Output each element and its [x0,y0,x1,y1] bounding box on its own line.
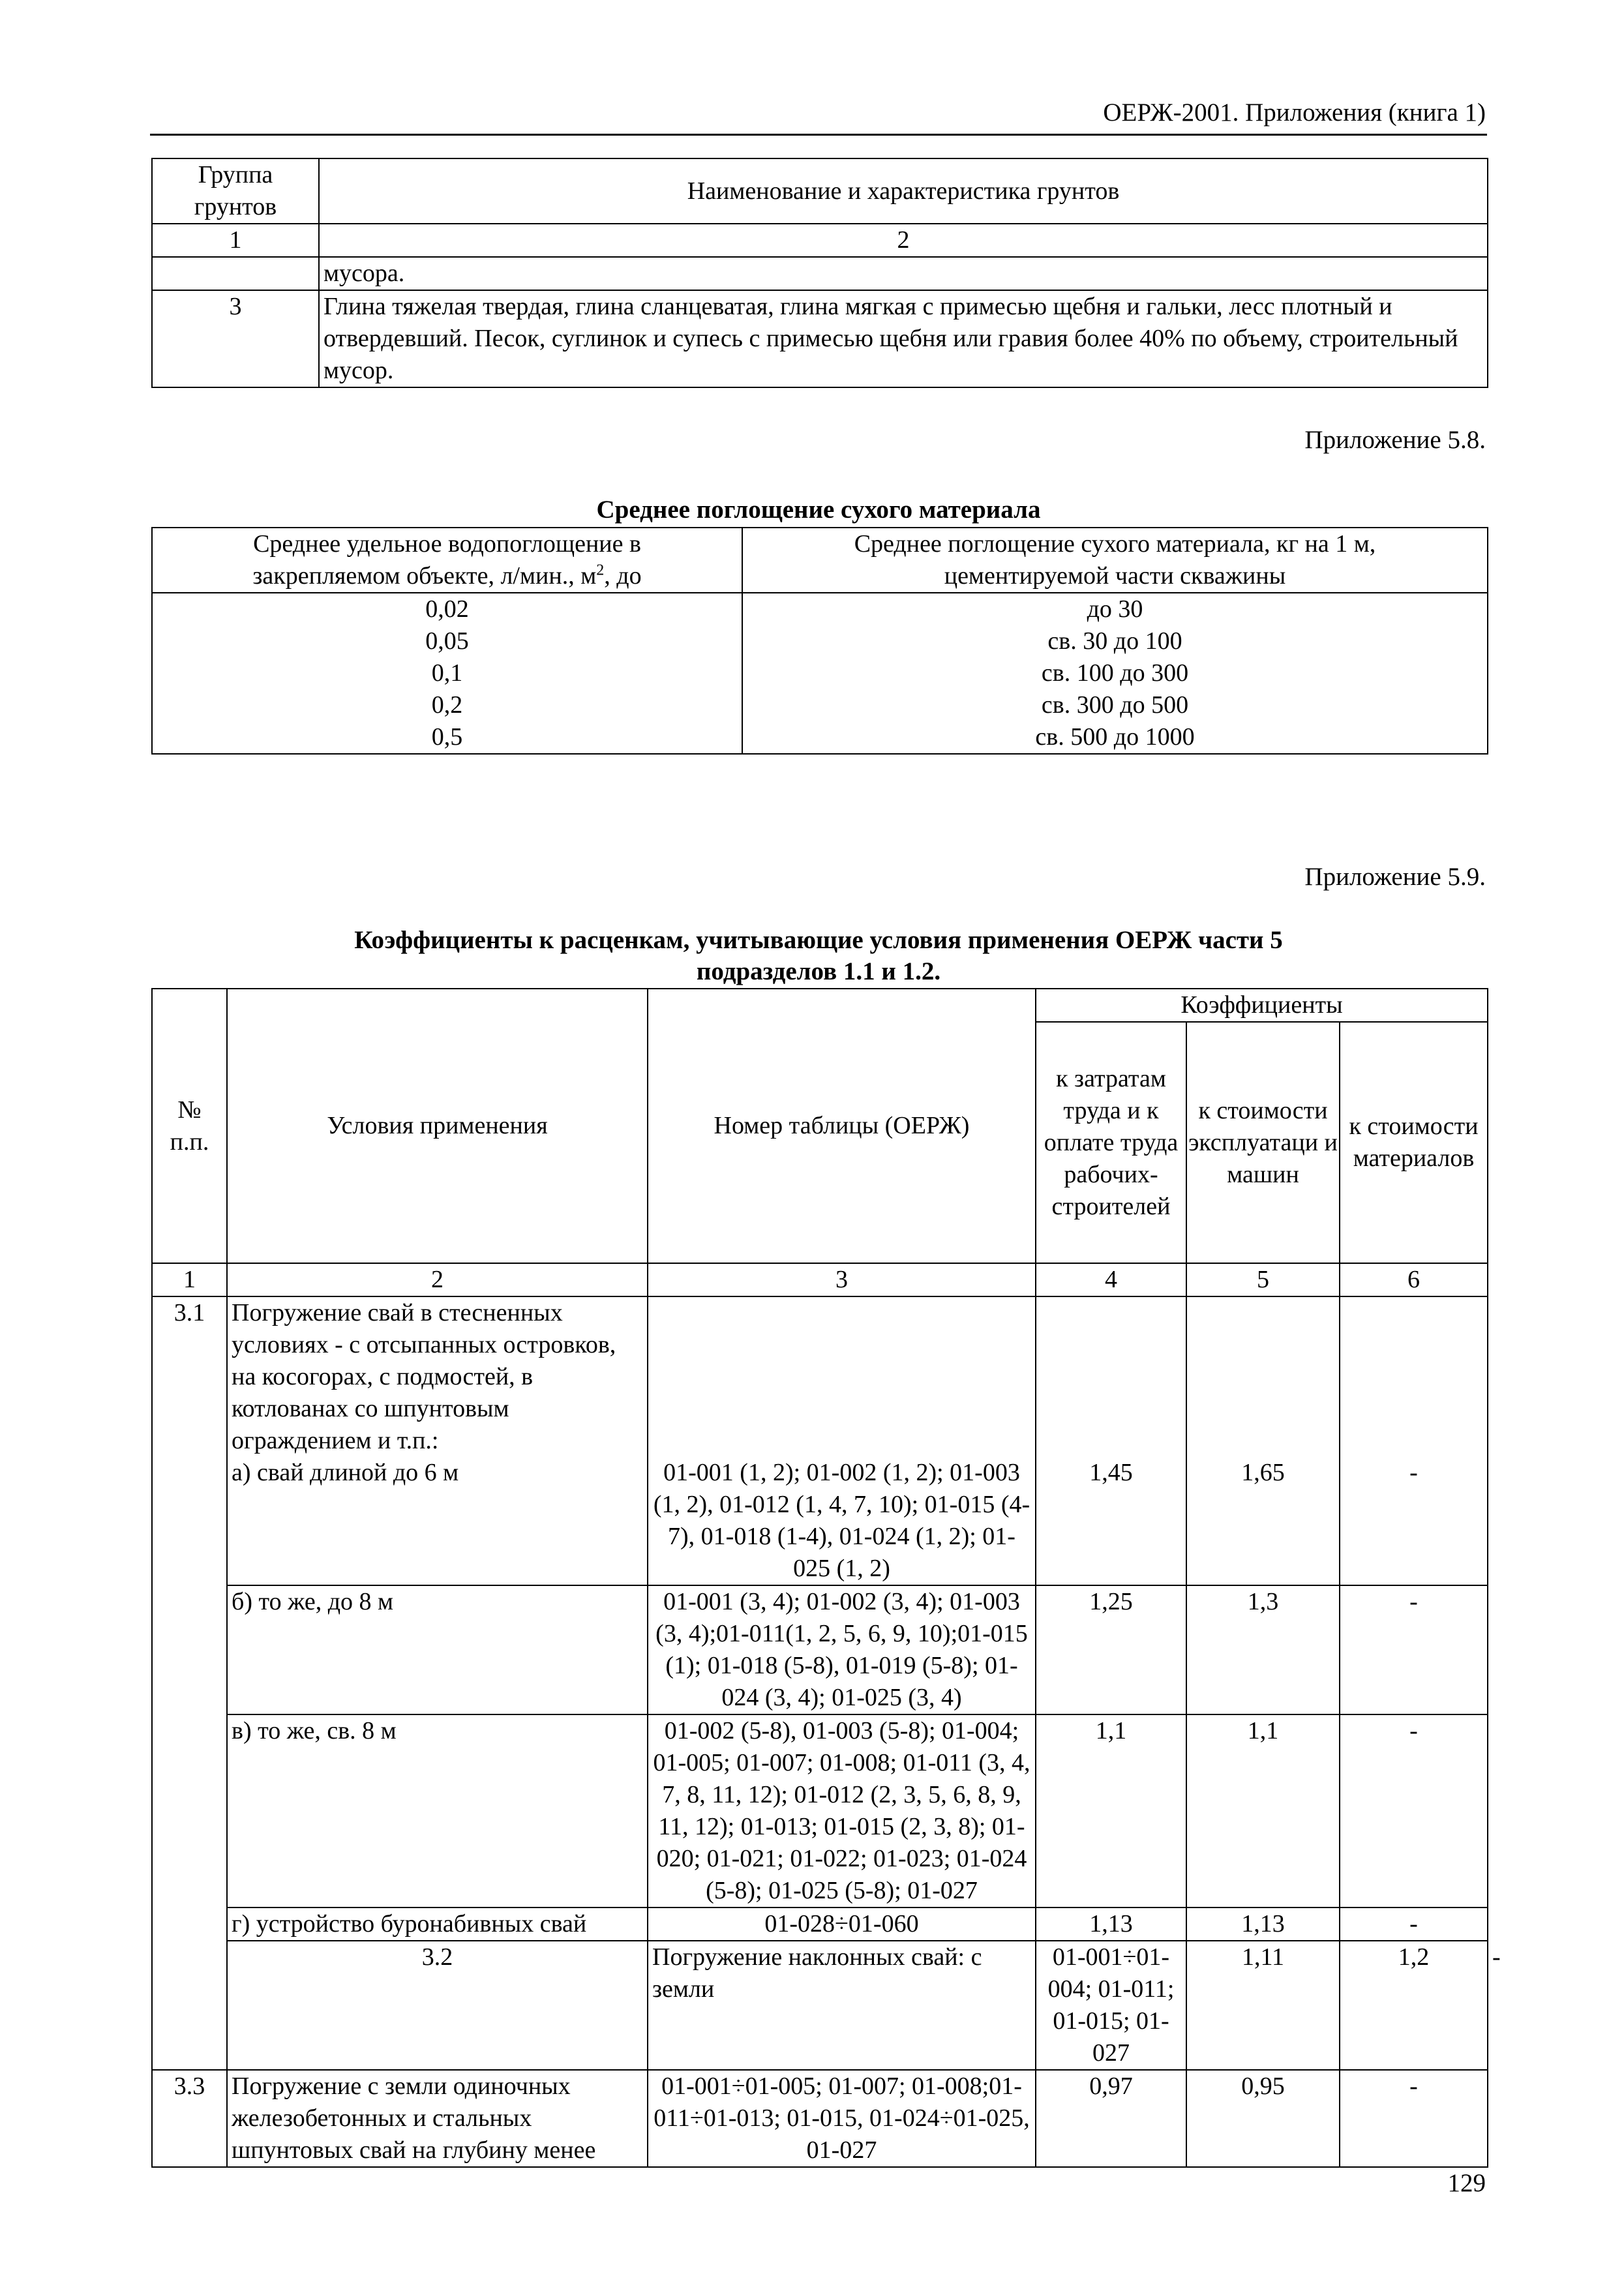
absorption-header-sup: 2 [596,561,605,579]
soil-group-cell: 3 [152,290,319,387]
table-number-cell: 01-001÷01-004; 01-011; 01-015; 01-027 [1036,1941,1186,2070]
appendix-5-9-title-line1: Коэффициенты к расценкам, учитывающие условия применения ОЕРЖ части 5 [354,926,1283,954]
soil-description-cell: мусора. [319,257,1488,290]
consumption-value: св. 30 до 100 [1047,627,1182,655]
soil-description-cell: Глина тяжелая твердая, глина сланцеватая, глина мягкая с примесью щебня и гальки, лесс плотный и отвердевший. Песок, суглинок и супесь с примесью щебня или гравия более 40% по объему, строительный мусор. [319,290,1488,387]
column-number: 1 [152,1263,227,1296]
absorption-value: 0,5 [431,723,463,751]
table-row [152,1908,1488,1941]
absorption-value: 0,02 [425,595,469,623]
soil-group-cell [152,257,319,290]
labor-header: к затратам труда и к оплате труда рабочих-строителей [1036,1022,1186,1263]
column-number: 1 [152,224,319,257]
appendix-5-8-title: Среднее поглощение сухого материала [596,496,1041,524]
machines-value: 1,65 [1241,1459,1285,1486]
materials-header: к стоимости материалов [1340,1022,1488,1263]
table-header-row [152,528,1488,593]
table-row [152,257,1488,290]
consumption-header: Среднее поглощение сухого материала, кг на 1 м, цементируемой части скважины [742,528,1488,593]
table-row: 3.2 Погружение наклонных свай: с земли 01-001÷01-004; 01-011; 01-015; 01-027 1,11 1,2 - [152,1941,1488,2070]
appendix-5-8-label: Приложение 5.8. [1304,426,1486,454]
labor-cell: 1,25 [1036,1585,1186,1714]
table-row [152,1296,1488,1585]
column-number: 2 [319,224,1488,257]
absorption-header-line1: Среднее удельное водопоглощение в [253,530,641,558]
consumption-values [742,593,1488,754]
absorption-value: 0,1 [431,659,463,687]
consumption-value: до 30 [1087,595,1143,623]
coefficients-header: Коэффициенты [1036,989,1488,1022]
materials-cell: - [1340,1908,1488,1941]
column-number: 6 [1340,1263,1488,1296]
coefficients-table [151,988,1501,2168]
dry-material-table [151,527,1488,755]
consumption-value: св. 300 до 500 [1041,691,1189,719]
conditions-cell: в) то же, св. 8 м [227,1714,648,1908]
table-number-cell: 01-002 (5-8), 01-003 (5-8); 01-004; 01-005; 01-007; 01-008; 01-011 (3, 4, 7, 8, 11, 12); 01-012 (2, 3, 5, 6, 8, 9, 11, 12); 01-013; 01-015 (2, 3, 8); 01-020; 01-021; 01-022; 01-023; 01-024 (5-8); 01-025 (5-8); 01-027 [648,1714,1036,1908]
machines-cell: 0,95 [1186,2070,1340,2167]
table-row [152,1714,1488,1908]
table-number-cell: 01-001÷01-005; 01-007; 01-008;01-011÷01-013; 01-015, 01-024÷01-025, 01-027 [648,2070,1036,2167]
conditions-sub: а) свай длиной до 6 м [232,1459,459,1486]
table-number: 01-001 (1, 2); 01-002 (1, 2); 01-003 (1, 2), 01-012 (1, 4, 7, 10); 01-015 (4-7), 01-018 (1-4), 01-024 (1, 2); 01-025 (1, 2) [653,1459,1030,1582]
consumption-value: св. 500 до 1000 [1035,723,1195,751]
row-number: 3.2 [227,1941,648,2070]
column-number: 2 [227,1263,648,1296]
column-number: 5 [1186,1263,1340,1296]
column-number-row [152,224,1488,257]
column-number-row [152,1263,1488,1296]
header-rule [150,134,1487,136]
page-header [150,97,1487,136]
appendix-5-9-label: Приложение 5.9. [1304,863,1486,891]
materials-cell: - [1340,1585,1488,1714]
conditions-cell: б) то же, до 8 м [227,1585,648,1714]
conditions-cell: г) устройство буронабивных свай [227,1908,648,1941]
absorption-header-line2: закрепляемом объекте, л/мин., м [252,562,597,590]
table-row [152,593,1488,754]
absorption-values [152,593,742,754]
appendix-5-9-title [150,925,1487,987]
conditions-intro: Погружение свай в стесненных условиях - с отсыпанных островков, на косогорах, с подмостей, в котлованах со шпунтовым ограждением и т.п.: [232,1299,616,1454]
appendix-5-9-title-line2: подразделов 1.1 и 1.2. [696,957,941,985]
absorption-value: 0,05 [425,627,469,655]
absorption-value: 0,2 [431,691,463,719]
labor-value: 1,45 [1089,1459,1133,1486]
conditions-cell: Погружение с земли одиночных железобетонных и стальных шпунтовых свай на глубину менее [227,2070,648,2167]
soil-description-header: Наименование и характеристика грунтов [319,158,1488,224]
table-row [152,1585,1488,1714]
table-header-row [152,989,1488,1022]
labor-cell [1036,1296,1186,1585]
machines-cell: 1,3 [1186,1585,1340,1714]
table-header-row [152,158,1488,224]
machines-cell: 1,2 [1340,1941,1488,2070]
page-number: 129 [1447,2169,1486,2197]
column-number: 3 [648,1263,1036,1296]
conditions-cell [227,1296,648,1585]
absorption-header-suffix: , до [604,562,642,590]
row-number: 3.1 [152,1296,227,2070]
soil-groups-table [151,158,1488,388]
materials-cell: - [1340,2070,1488,2167]
consumption-value: св. 100 до 300 [1041,659,1189,687]
conditions-cell: Погружение наклонных свай: с земли [648,1941,1036,2070]
machines-cell [1186,1296,1340,1585]
row-number: 3.3 [152,2070,227,2167]
table-number-cell: 01-028÷01-060 [648,1908,1036,1941]
column-number: 4 [1036,1263,1186,1296]
machines-header: к стоимости эксплуатаци и машин [1186,1022,1340,1263]
materials-value: - [1409,1459,1418,1486]
machines-cell: 1,13 [1186,1908,1340,1941]
header-title: ОЕРЖ-2001. Приложения (книга 1) [1103,98,1486,127]
table-number-header: Номер таблицы (ОЕРЖ) [648,989,1036,1263]
absorption-header [152,528,742,593]
table-row [152,2070,1488,2167]
labor-cell: 1,11 [1186,1941,1340,2070]
materials-cell: - [1340,1714,1488,1908]
labor-cell: 1,13 [1036,1908,1186,1941]
num-header: № п.п. [152,989,227,1263]
soil-group-header: Группа грунтов [152,158,319,224]
table-number-cell [648,1296,1036,1585]
materials-cell [1340,1296,1488,1585]
labor-cell: 1,1 [1036,1714,1186,1908]
table-row [152,290,1488,387]
labor-cell: 0,97 [1036,2070,1186,2167]
machines-cell: 1,1 [1186,1714,1340,1908]
table-number-cell: 01-001 (3, 4); 01-002 (3, 4); 01-003 (3, 4);01-011(1, 2, 5, 6, 9, 10);01-015 (1); 01-018 (5-8), 01-019 (5-8); 01-024 (3, 4); 01-025 (3, 4) [648,1585,1036,1714]
conditions-header: Условия применения [227,989,648,1263]
